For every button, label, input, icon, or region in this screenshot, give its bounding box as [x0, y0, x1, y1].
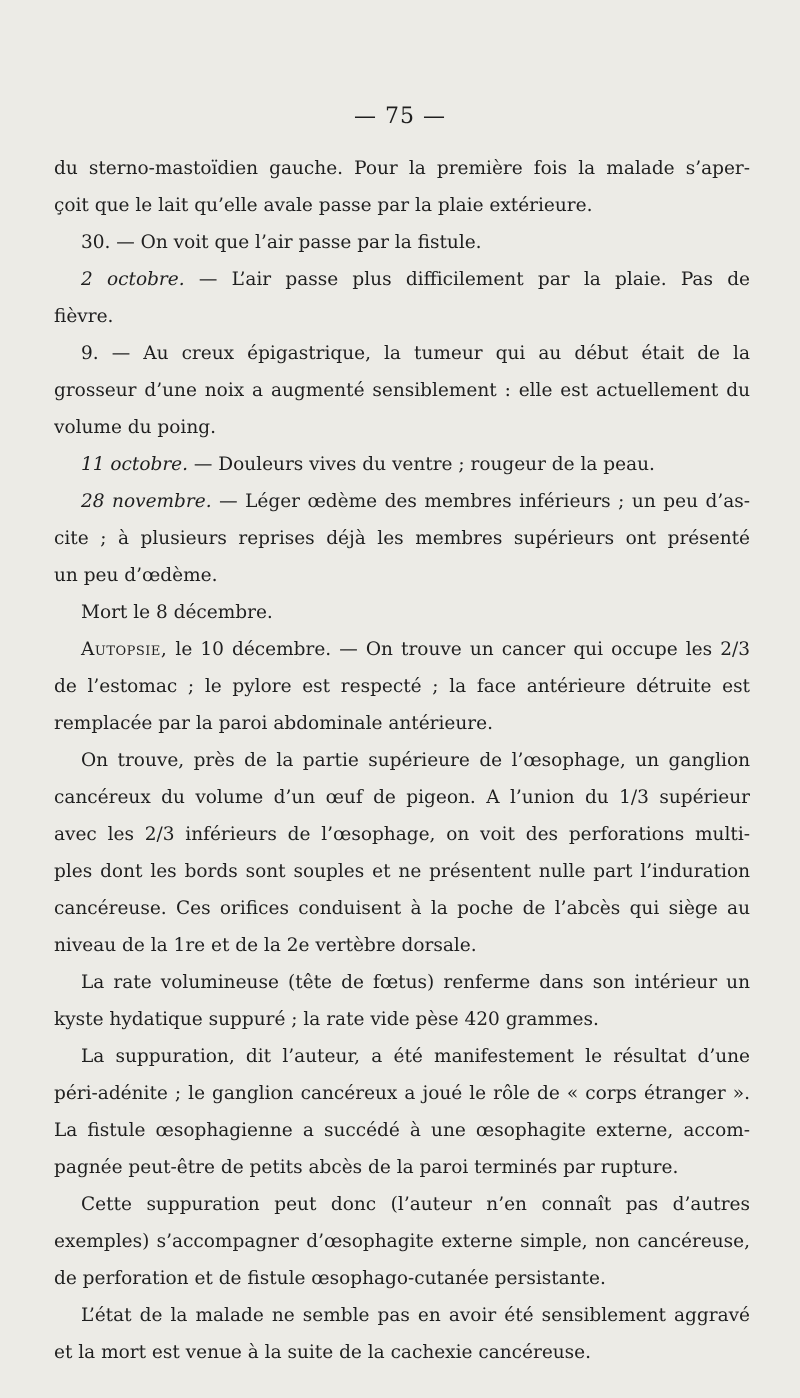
line-text: pagnée peut-être de petits abcès de la paroi terminés par rupture.: [54, 1157, 679, 1178]
line-text: niveau de la 1re et de la 2e vertèbre dorsale.: [54, 935, 477, 956]
line-text: cancéreuse. Ces orifices conduisent à la poche de l’abcès qui siège au: [54, 898, 750, 919]
line-text: çoit que le lait qu’elle avale passe par la plaie extérieure.: [54, 195, 593, 216]
entry-date: 11 octobre.: [81, 454, 189, 475]
line-text: On trouve, près de la partie supérieure de l’œsophage, un ganglion: [81, 750, 750, 771]
text-line: [54, 1223, 750, 1260]
text-line: [54, 150, 750, 187]
text-line: [54, 1001, 750, 1038]
text-line: [54, 1186, 750, 1223]
text-line: [54, 372, 750, 409]
line-text: cite ; à plusieurs reprises déjà les membres supérieurs ont présenté: [54, 528, 750, 549]
text-line: [54, 298, 750, 335]
line-text: péri-adénite ; le ganglion cancéreux a joué le rôle de « corps étranger ».: [54, 1083, 750, 1104]
line-text: 9. — Au creux épigastrique, la tumeur qui au début était de la: [81, 343, 750, 364]
text-line: [54, 1038, 750, 1075]
text-line: [54, 1112, 750, 1149]
text-line: [54, 261, 750, 298]
text-line: [54, 520, 750, 557]
text-line: [54, 631, 750, 668]
line-text: et la mort est venue à la suite de la cachexie cancéreuse.: [54, 1342, 592, 1363]
line-text: La suppuration, dit l’auteur, a été manifestement le résultat d’une: [81, 1046, 750, 1067]
text-line: [54, 187, 750, 224]
text-line: [54, 1149, 750, 1186]
text-line: [54, 927, 750, 964]
text-line: [54, 705, 750, 742]
line-text: grosseur d’une noix a augmenté sensiblement : elle est actuellement du: [54, 380, 750, 401]
line-text: kyste hydatique suppuré ; la rate vide pèse 420 grammes.: [54, 1009, 599, 1030]
line-text: du sterno-mastoïdien gauche. Pour la première fois la malade s’aper-: [54, 158, 750, 179]
line-text: exemples) s’accompagner d’œsophagite externe simple, non cancéreuse,: [54, 1231, 750, 1252]
section-lead: Autopsie,: [81, 639, 168, 660]
line-text: Mort le 8 décembre.: [81, 602, 273, 623]
entry-date: 28 novembre.: [81, 491, 212, 512]
line-text: Cette suppuration peut donc (l’auteur n’en connaît pas d’autres: [81, 1194, 750, 1215]
line-text: de perforation et de fistule œsophago-cutanée persistante.: [54, 1268, 606, 1289]
text-line: [54, 483, 750, 520]
line-text: La rate volumineuse (tête de fœtus) renferme dans son intérieur un: [81, 972, 750, 993]
text-line: [54, 816, 750, 853]
line-text: avec les 2/3 inférieurs de l’œsophage, on voit des perforations multi-: [54, 824, 750, 845]
entry-date: 2 octobre.: [81, 269, 185, 290]
line-text: — Léger œdème des membres inférieurs ; un peu d’as-: [211, 491, 750, 512]
page-number: — 75 —: [354, 104, 446, 129]
text-line: [54, 1334, 750, 1371]
line-text: 30. — On voit que l’air passe par la fistule.: [81, 232, 482, 253]
text-line: [54, 224, 750, 261]
line-text: — L’air passe plus difficilement par la plaie. Pas de: [184, 269, 750, 290]
text-line: [54, 557, 750, 594]
text-line: [54, 1075, 750, 1112]
text-line: [54, 779, 750, 816]
line-text: de l’estomac ; le pylore est respecté ; la face antérieure détruite est: [54, 676, 750, 697]
line-text: L’état de la malade ne semble pas en avoir été sensiblement aggravé: [81, 1305, 750, 1326]
line-text: fièvre.: [54, 306, 114, 327]
body-text: [54, 150, 750, 1371]
text-line: [54, 1297, 750, 1334]
text-line: [54, 853, 750, 890]
text-line: [54, 964, 750, 1001]
text-line: [54, 890, 750, 927]
text-line: [54, 446, 750, 483]
line-text: remplacée par la paroi abdominale antérieure.: [54, 713, 493, 734]
text-line: [54, 668, 750, 705]
line-text: volume du poing.: [54, 417, 216, 438]
line-text: ples dont les bords sont souples et ne présentent nulle part l’induration: [54, 861, 750, 882]
text-line: [54, 1260, 750, 1297]
text-line: [54, 594, 750, 631]
text-line: [54, 409, 750, 446]
line-text: cancéreux du volume d’un œuf de pigeon. A l’union du 1/3 supérieur: [54, 787, 750, 808]
line-text: un peu d’œdème.: [54, 565, 218, 586]
line-text: La fistule œsophagienne a succédé à une œsophagite externe, accom-: [54, 1120, 750, 1141]
text-line: [54, 742, 750, 779]
line-text: — Douleurs vives du ventre ; rougeur de la peau.: [188, 454, 655, 475]
line-text: le 10 décembre. — On trouve un cancer qui occupe les 2/3: [167, 639, 750, 660]
text-line: [54, 335, 750, 372]
